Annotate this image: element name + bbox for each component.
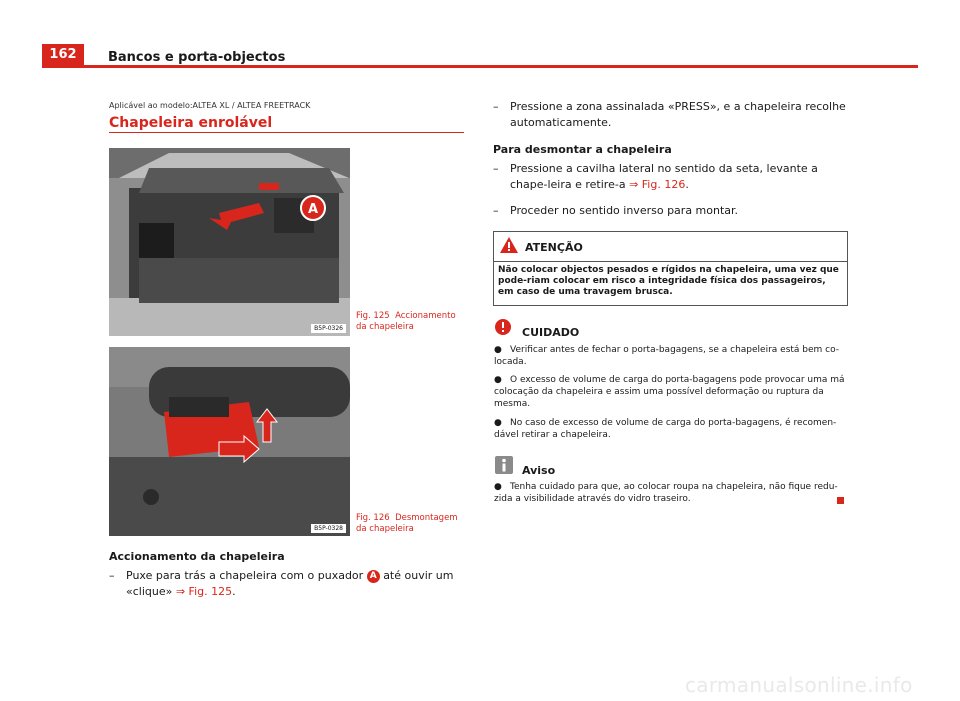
notice-title: Aviso xyxy=(522,464,556,477)
step-pull-cover xyxy=(109,568,464,600)
notice-item xyxy=(494,481,850,505)
marker-a-badge: A xyxy=(367,570,380,583)
fig-126-link[interactable]: ⇒ Fig. 126 xyxy=(629,178,686,191)
step-press xyxy=(493,99,848,131)
caution-item xyxy=(494,417,850,441)
bullet-marker: ● xyxy=(494,418,502,428)
bullet-text: O excesso de volume de carga do porta-bagagens pode provocar uma má colocação da chapeleira e assim uma possível deformação ou ruptura da mesma. xyxy=(494,375,845,409)
warning-triangle-icon xyxy=(499,236,519,254)
warning-divider xyxy=(494,261,847,262)
step-dash: – xyxy=(109,569,115,582)
warning-title: ATENÇÃO xyxy=(525,241,583,254)
step-text: Pressione a zona assinalada «PRESS», e a chapeleira recolhe automaticamente. xyxy=(510,100,846,129)
header-rule xyxy=(42,65,918,68)
bullet-text: Tenha cuidado para que, ao colocar roupa na chapeleira, não fique redu-zida a visibilidade através do vidro traseiro. xyxy=(494,482,838,504)
caption-number: Fig. 125 xyxy=(356,311,390,321)
subhead-remove: Para desmontar a chapeleira xyxy=(493,143,672,156)
step-dash: – xyxy=(493,162,499,175)
caption-text: Accionamento da chapeleira xyxy=(356,311,456,332)
figure-marker-a: A xyxy=(307,202,319,217)
step-text: Puxe para trás a chapeleira com o puxador xyxy=(126,569,364,582)
caution-circle-icon xyxy=(494,318,512,336)
bullet-marker: ● xyxy=(494,345,502,355)
step-inverse xyxy=(493,203,848,219)
figure-code: B5P-0326 xyxy=(311,324,346,333)
bullet-marker: ● xyxy=(494,482,502,492)
caution-item xyxy=(494,374,850,410)
step-dash: – xyxy=(493,204,499,217)
step-text: Pressione a cavilha lateral no sentido da seta, levante a chape-leira e retire-a xyxy=(510,162,818,191)
figure-125-caption xyxy=(356,311,466,333)
step-end: . xyxy=(685,178,689,191)
step-dash: – xyxy=(493,100,499,113)
bullet-text: No caso de excesso de volume de carga do porta-bagagens, é recomen-dável retirar a chapeleira. xyxy=(494,418,837,440)
section-title: Chapeleira enrolável xyxy=(109,115,273,131)
bullet-marker: ● xyxy=(494,375,502,385)
caution-title: CUIDADO xyxy=(522,326,580,339)
info-icon xyxy=(494,455,514,475)
caution-item xyxy=(494,344,850,368)
watermark: carmanualsonline.info xyxy=(685,673,913,697)
chapter-title: Bancos e porta-objectos xyxy=(108,50,286,65)
step-remove xyxy=(493,161,848,193)
bullet-text: Verificar antes de fechar o porta-bagagens, se a chapeleira está bem co-locada. xyxy=(494,345,840,367)
page-number: 162 xyxy=(42,44,84,66)
fig-125-link[interactable]: ⇒ Fig. 125 xyxy=(175,585,233,598)
step-end: . xyxy=(232,585,236,598)
subhead-operation: Accionamento da chapeleira xyxy=(109,550,285,563)
caption-number: Fig. 126 xyxy=(356,513,390,523)
step-text: até ouvir um «clique» xyxy=(126,569,454,598)
caption-text: Desmontagem da chapeleira xyxy=(356,513,458,534)
warning-body: Não colocar objectos pesados e rígidos na chapeleira, uma vez que pode-riam colocar em risco a integridade física dos passageiros, em caso de uma travagem brusca. xyxy=(498,265,839,297)
figure-126-caption xyxy=(356,513,466,535)
section-end-marker xyxy=(837,497,844,504)
figure-code: B5P-0328 xyxy=(311,524,346,533)
step-text: Proceder no sentido inverso para montar. xyxy=(510,204,739,217)
applicability-note: Aplicável ao modelo:ALTEA XL / ALTEA FREETRACK xyxy=(109,101,311,110)
section-rule xyxy=(109,132,464,133)
figure-125-photo xyxy=(109,148,350,336)
figure-126-photo xyxy=(109,347,350,536)
